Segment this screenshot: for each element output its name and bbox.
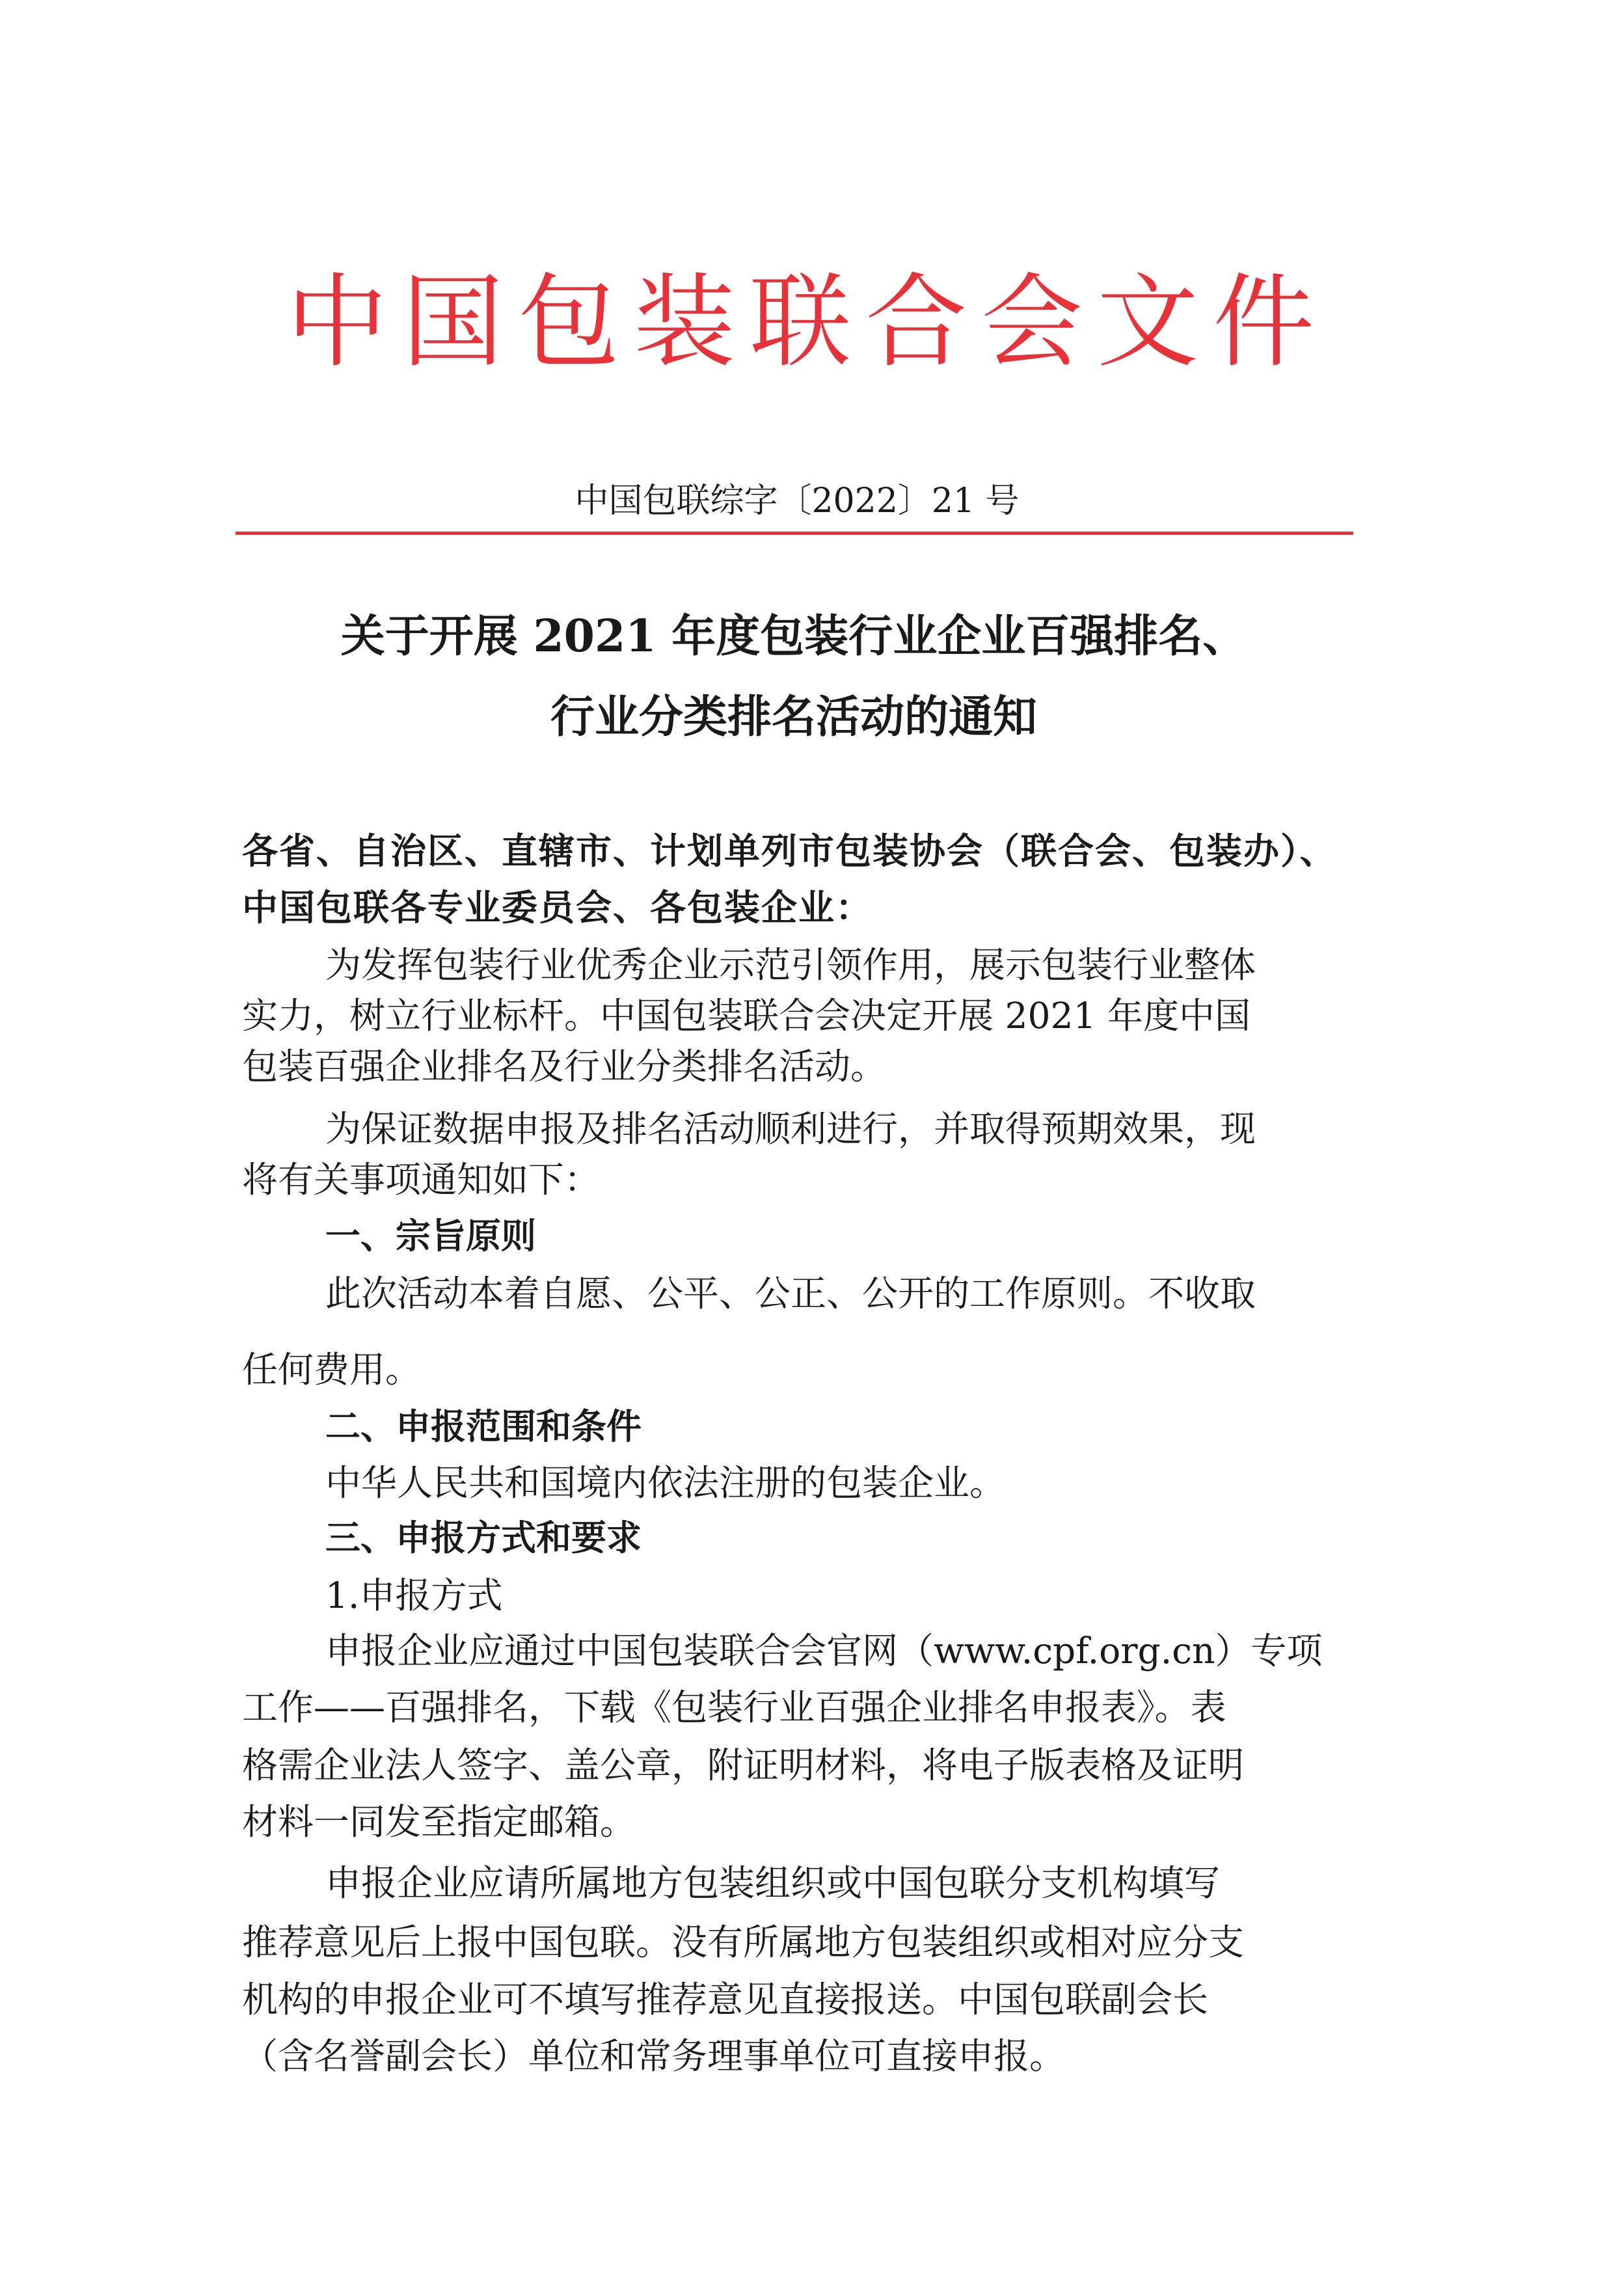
paragraph-line: 包装百强企业排名及行业分类排名活动。 [242, 1046, 887, 1087]
paragraph-line: 格需企业法人签字、盖公章，附证明材料，将电子版表格及证明 [242, 1744, 1245, 1786]
paragraph-line: 任何费用。 [242, 1349, 422, 1390]
section-heading-2: 二、申报范围和条件 [325, 1406, 642, 1447]
header-divider [236, 532, 1353, 535]
subheading: 1.申报方式 [325, 1575, 503, 1616]
paragraph-line: 实力，树立行业标杆。中国包装联合会决定开展 2021 年度中国 [242, 995, 1251, 1037]
notice-title-line-2: 行业分类排名活动的通知 [550, 691, 1037, 743]
document-header-title: 中国包装联合会文件 [286, 263, 1329, 381]
paragraph-line: 中华人民共和国境内依法注册的包装企业。 [325, 1462, 1006, 1504]
paragraph-line: 将有关事项通知如下： [242, 1159, 601, 1200]
paragraph-line: 申报企业应通过中国包装联合会官网（www.cpf.org.cn）专项 [325, 1630, 1323, 1672]
paragraph-line: 申报企业应请所属地方包装组织或中国包联分支机构填写 [325, 1862, 1221, 1904]
addressee-line-2: 中国包联各专业委员会、各包装企业： [242, 886, 873, 929]
paragraph-line: 为发挥包装行业优秀企业示范引领作用，展示包装行业整体 [325, 944, 1256, 986]
document-number: 中国包联综字〔2022〕21 号 [575, 481, 1020, 521]
paragraph-line: 材料一同发至指定邮箱。 [242, 1801, 636, 1843]
notice-title-line-1: 关于开展 2021 年度包装行业企业百强排名、 [340, 610, 1247, 662]
paragraph-line: 此次活动本着自愿、公平、公正、公开的工作原则。不收取 [325, 1273, 1256, 1314]
section-heading-1: 一、宗旨原则 [325, 1215, 536, 1256]
paragraph-line: 为保证数据申报及排名活动顺利进行，并取得预期效果，现 [325, 1108, 1256, 1150]
addressee-line-1: 各省、自治区、直辖市、计划单列市包装协会（联合会、包装办）、 [242, 830, 1337, 872]
paragraph-line: 推荐意见后上报中国包联。没有所属地方包装组织或相对应分支 [242, 1921, 1245, 1963]
paragraph-line: 机构的申报企业可不填写推荐意见直接报送。中国包联副会长 [242, 1979, 1209, 2020]
paragraph-line: 工作——百强排名，下载《包装行业百强企业排名申报表》。表 [242, 1687, 1226, 1728]
section-heading-3: 三、申报方式和要求 [325, 1517, 642, 1558]
paragraph-line: （含名誉副会长）单位和常务理事单位可直接申报。 [242, 2035, 1066, 2077]
